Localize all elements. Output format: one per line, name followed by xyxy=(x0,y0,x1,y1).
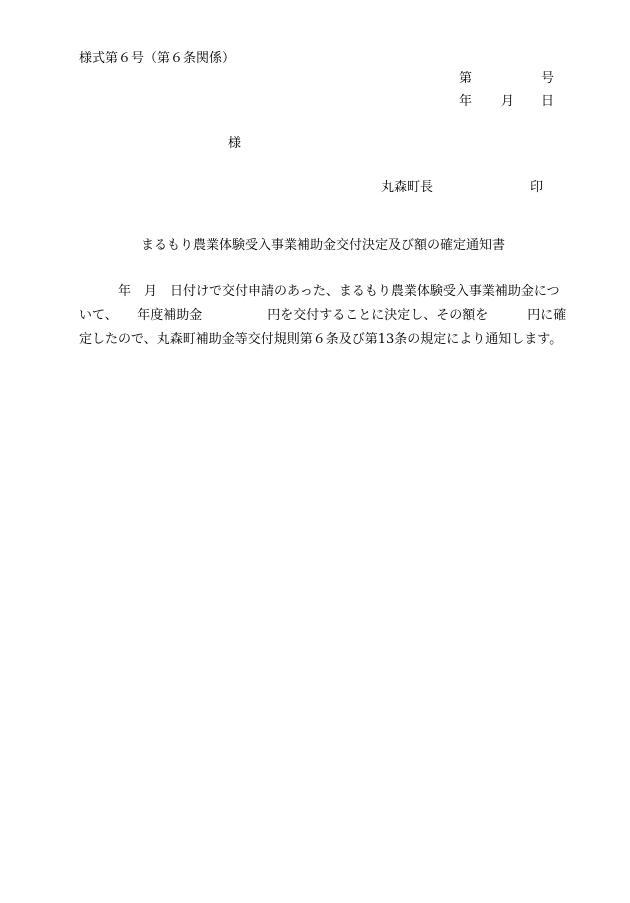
issuer-name: 丸森町長 xyxy=(381,180,434,195)
seal-mark: 印 xyxy=(530,180,544,195)
body-line: 年 月 日付けで交付申請のあった、まるもり農業体験受入事業補助金につ xyxy=(79,284,560,299)
date-day-label: 日 xyxy=(541,94,555,109)
date-year-label: 年 xyxy=(459,94,473,109)
addressee-suffix: 様 xyxy=(228,136,242,151)
notice-body xyxy=(79,280,599,352)
form-label: 様式第６号（第６条関係） xyxy=(79,51,236,66)
body-line: いて、 年度補助金 円を交付することに決定し、その額を 円に確 xyxy=(79,308,567,323)
document-number-prefix: 第 xyxy=(459,71,473,86)
document-number-suffix: 号 xyxy=(541,71,555,86)
date-month-label: 月 xyxy=(501,94,515,109)
document-title: まるもり農業体験受入事業補助金交付決定及び額の確定通知書 xyxy=(141,238,506,253)
body-line: 定したので、丸森町補助金等交付規則第６条及び第13条の規定により通知します。 xyxy=(79,332,563,347)
